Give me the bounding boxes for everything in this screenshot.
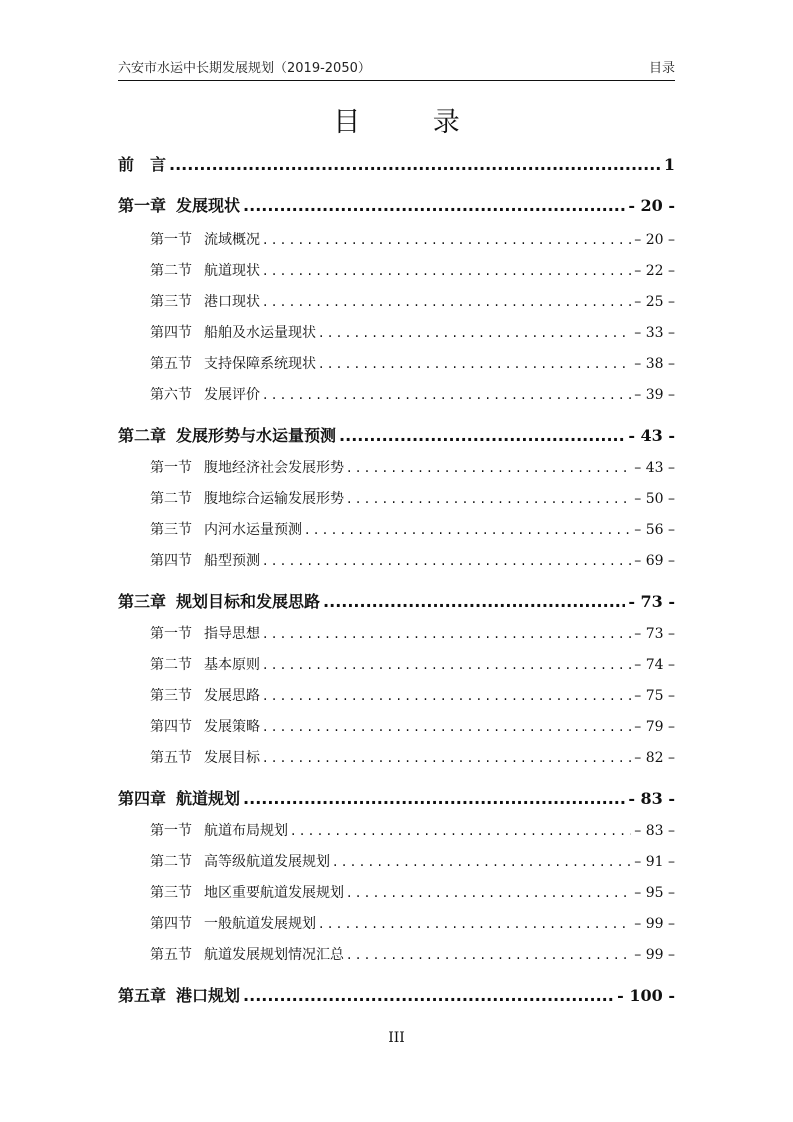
toc-section-entry[interactable] (118, 882, 675, 902)
toc-entry-label: 航道发展规划情况汇总 (204, 947, 344, 963)
toc-entry-page: – 99 – (634, 947, 675, 963)
dot-leader (243, 196, 625, 215)
toc-entry-page: 1 (663, 155, 675, 174)
toc-chapter-entry[interactable] (118, 786, 675, 809)
toc-entry-page: – 75 – (634, 688, 675, 704)
toc-section-entry[interactable] (118, 384, 675, 404)
toc-entry-page: – 50 – (634, 491, 675, 507)
toc-entry-number: 第二节 (150, 491, 192, 507)
toc-entry-number: 第一节 (150, 823, 192, 839)
toc-entry-number: 第三章 (118, 592, 167, 611)
toc-entry-label: 发展目标 (204, 750, 260, 766)
toc-entry-page: – 25 – (634, 294, 675, 310)
toc-entry-label: 腹地综合运输发展形势 (204, 491, 344, 507)
toc-entry-label: 港口规划 (176, 986, 241, 1005)
toc-entry-page: – 20 – (634, 232, 675, 248)
toc-chapter-entry[interactable] (118, 152, 675, 175)
dot-leader (319, 356, 631, 372)
toc-entry-page: – 83 – (634, 823, 675, 839)
dot-leader (347, 947, 631, 963)
toc-entry-label: 地区重要航道发展规划 (204, 885, 344, 901)
toc-entry-label: 基本原则 (204, 657, 260, 673)
dot-leader (263, 387, 631, 403)
toc-entry-number: 第五节 (150, 947, 192, 963)
dot-leader (263, 688, 631, 704)
toc-entry-page: – 69 – (634, 553, 675, 569)
toc-entry-number: 第五节 (150, 750, 192, 766)
toc-section-entry[interactable] (118, 685, 675, 705)
toc-entry-number: 第五节 (150, 356, 192, 372)
toc-entry-label: 航道现状 (204, 263, 260, 279)
toc-section-entry[interactable] (118, 716, 675, 736)
toc-entry-page: – 73 – (634, 626, 675, 642)
toc-entry-label: 高等级航道发展规划 (204, 854, 330, 870)
dot-leader (347, 491, 631, 507)
toc-chapter-entry[interactable] (118, 193, 675, 216)
toc-entry-number: 第四节 (150, 916, 192, 932)
dot-leader (263, 263, 631, 279)
toc-entry-number: 第四节 (150, 553, 192, 569)
dot-leader (347, 885, 631, 901)
toc-entry-label: 流域概况 (204, 232, 260, 248)
toc-entry-label: 港口现状 (204, 294, 260, 310)
toc-entry-number: 第三节 (150, 688, 192, 704)
toc-section-entry[interactable] (118, 519, 675, 539)
toc-entry-number: 第三节 (150, 294, 192, 310)
toc-entry-label: 腹地经济社会发展形势 (204, 460, 344, 476)
toc-section-entry[interactable] (118, 654, 675, 674)
toc-chapter-entry[interactable] (118, 423, 675, 446)
toc-entry-page: - 83 - (628, 789, 675, 808)
toc-entry-label: 支持保障系统现状 (204, 356, 316, 372)
toc-entry-page: – 39 – (634, 387, 675, 403)
toc-entry-label: 船舶及水运量现状 (204, 325, 316, 341)
toc-entry-number: 第五章 (118, 986, 167, 1005)
toc-section-entry[interactable] (118, 550, 675, 570)
toc-entry-page: - 43 - (628, 426, 675, 445)
toc-section-entry[interactable] (118, 457, 675, 477)
toc-section-entry[interactable] (118, 291, 675, 311)
toc-entry-label: 前 言 (118, 155, 167, 174)
toc-entry-number: 第四节 (150, 325, 192, 341)
toc-entry-label: 指导思想 (204, 626, 260, 642)
toc-entry-number: 第四章 (118, 789, 167, 808)
toc-entry-page: – 22 – (634, 263, 675, 279)
dot-leader (339, 426, 625, 445)
toc-entry-label: 内河水运量预测 (204, 522, 302, 538)
toc-entry-label: 船型预测 (204, 553, 260, 569)
toc-entry-number: 第二节 (150, 657, 192, 673)
toc-entry-number: 第一节 (150, 232, 192, 248)
toc-entry-label: 一般航道发展规划 (204, 916, 316, 932)
toc-entry-number: 第一节 (150, 460, 192, 476)
page-title: 目 录 (333, 107, 492, 138)
toc-entry-number: 第一章 (118, 196, 167, 215)
dot-leader (291, 823, 631, 839)
toc-entry-label: 发展思路 (204, 688, 260, 704)
dot-leader (305, 522, 631, 538)
toc-entry-page: – 91 – (634, 854, 675, 870)
toc-section-entry[interactable] (118, 623, 675, 643)
toc-entry-page: – 74 – (634, 657, 675, 673)
toc-entry-page: – 82 – (634, 750, 675, 766)
toc-entry-label: 发展评价 (204, 387, 260, 403)
dot-leader (263, 750, 631, 766)
toc-section-entry[interactable] (118, 229, 675, 249)
toc-entry-number: 第一节 (150, 626, 192, 642)
dot-leader (319, 916, 631, 932)
dot-leader (263, 719, 631, 735)
toc-entry-page: – 99 – (634, 916, 675, 932)
toc-chapter-entry[interactable] (118, 983, 675, 1006)
toc-entry-page: – 79 – (634, 719, 675, 735)
toc-entry-page: - 73 - (628, 592, 675, 611)
dot-leader (263, 294, 631, 310)
dot-leader (333, 854, 631, 870)
toc-entry-page: – 38 – (634, 356, 675, 372)
header-document-title: 六安市水运中长期发展规划（2019-2050） (118, 61, 371, 76)
dot-leader (243, 986, 614, 1005)
dot-leader (263, 657, 631, 673)
toc-section-entry[interactable] (118, 488, 675, 508)
toc-entry-number: 第二节 (150, 854, 192, 870)
toc-section-entry[interactable] (118, 944, 675, 964)
toc-entry-page: – 33 – (634, 325, 675, 341)
toc-section-entry[interactable] (118, 322, 675, 342)
toc-entry-page: - 20 - (628, 196, 675, 215)
toc-entry-label: 航道布局规划 (204, 823, 288, 839)
toc-entry-number: 第四节 (150, 719, 192, 735)
dot-leader (323, 592, 625, 611)
toc-section-entry[interactable] (118, 747, 675, 767)
toc-entry-number: 第三节 (150, 522, 192, 538)
toc-entry-label: 发展策略 (204, 719, 260, 735)
toc-entry-page: – 56 – (634, 522, 675, 538)
dot-leader (319, 325, 631, 341)
toc-entry-page: - 100 - (617, 986, 675, 1005)
toc-entry-label: 规划目标和发展思路 (176, 592, 321, 611)
dot-leader (347, 460, 631, 476)
toc-section-entry[interactable] (118, 913, 675, 933)
dot-leader (263, 626, 631, 642)
toc-entry-number: 第三节 (150, 885, 192, 901)
toc-chapter-entry[interactable] (118, 589, 675, 612)
toc-section-entry[interactable] (118, 851, 675, 871)
header-rule (118, 80, 675, 81)
toc-entry-page: – 95 – (634, 885, 675, 901)
running-header (118, 56, 675, 76)
dot-leader (169, 155, 661, 174)
toc-section-entry[interactable] (118, 353, 675, 373)
toc-section-entry[interactable] (118, 820, 675, 840)
toc-entry-label: 发展现状 (176, 196, 241, 215)
toc-entry-label: 发展形势与水运量预测 (176, 426, 337, 445)
toc-entry-number: 第二章 (118, 426, 167, 445)
page-number-footer: III (388, 1030, 405, 1046)
toc-section-entry[interactable] (118, 260, 675, 280)
toc-entry-label: 航道规划 (176, 789, 241, 808)
toc-entry-page: – 43 – (634, 460, 675, 476)
dot-leader (243, 789, 625, 808)
toc-entry-number: 第二节 (150, 263, 192, 279)
dot-leader (263, 553, 631, 569)
header-section-name: 目录 (648, 61, 675, 76)
toc-entry-number: 第六节 (150, 387, 192, 403)
dot-leader (263, 232, 631, 248)
